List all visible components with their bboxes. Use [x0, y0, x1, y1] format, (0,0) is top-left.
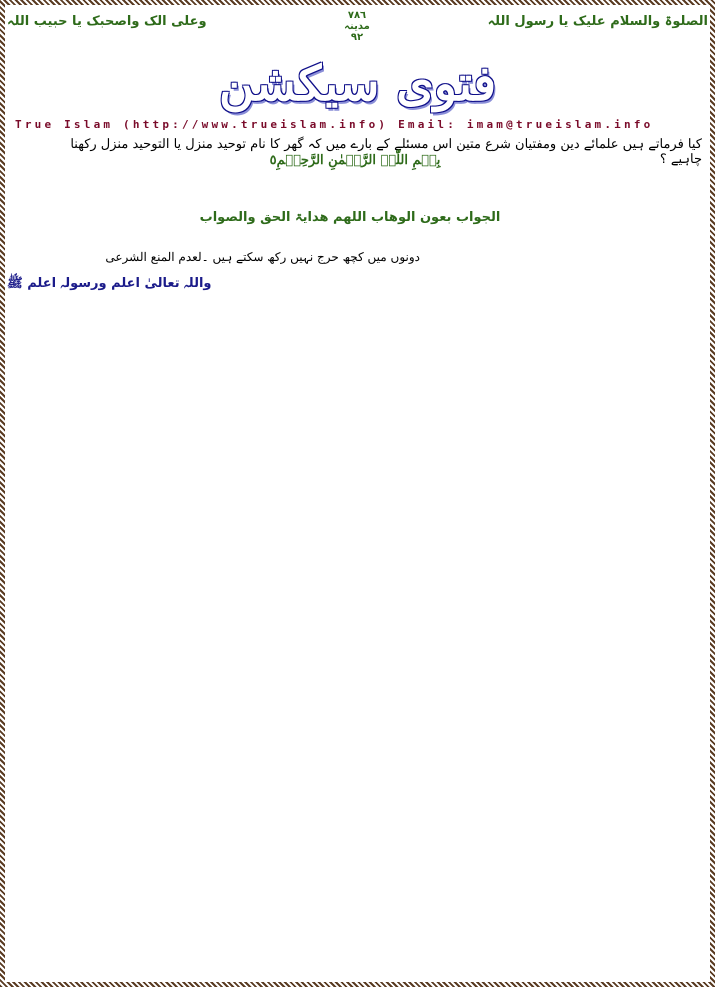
header-strip: [5, 10, 710, 50]
hijri-emblem: [337, 10, 377, 43]
hijri-word: مدینہ: [344, 21, 370, 32]
hijri-year: ٩٢: [350, 32, 364, 43]
closing-formula: واللہ تعالیٰ اعلم ورسولہ اعلم ﷺ: [7, 276, 212, 291]
fatwa-answer: دونوں میں کچھ حرج نہیں رکھ سکتے ہیں ۔لعدم المنع الشرعی: [105, 250, 420, 264]
document-page: [5, 5, 710, 982]
contact-line: True Islam (http://www.trueislam.info) Email: imam@trueislam.info: [15, 118, 654, 131]
hijri-number: ٧٨٦: [347, 10, 367, 21]
bismillah: بِسۡمِ اللّٰہِ الرَّحۡمٰنِ الرَّحِیۡمِ٥: [269, 153, 441, 168]
section-title-banner: فتوی سیکشن: [218, 56, 497, 112]
fatwa-question: کیا فرماتے ہیں علمائے دین ومفتیان شرع متین اس مسئلے کے بارے میں کہ گھر کا نام توحید منزل یا التوحید منزل رکھنا چاہیے ؟: [70, 137, 702, 167]
salawat-left: وعلی الک واصحبک یا حبیب اللہ: [7, 14, 207, 29]
salawat-right: الصلوۃ والسلام علیک یا رسول اللہ: [487, 14, 708, 29]
answer-heading: الجواب بعون الوھاب اللھم ھدایۃ الحق والصواب: [199, 210, 501, 225]
